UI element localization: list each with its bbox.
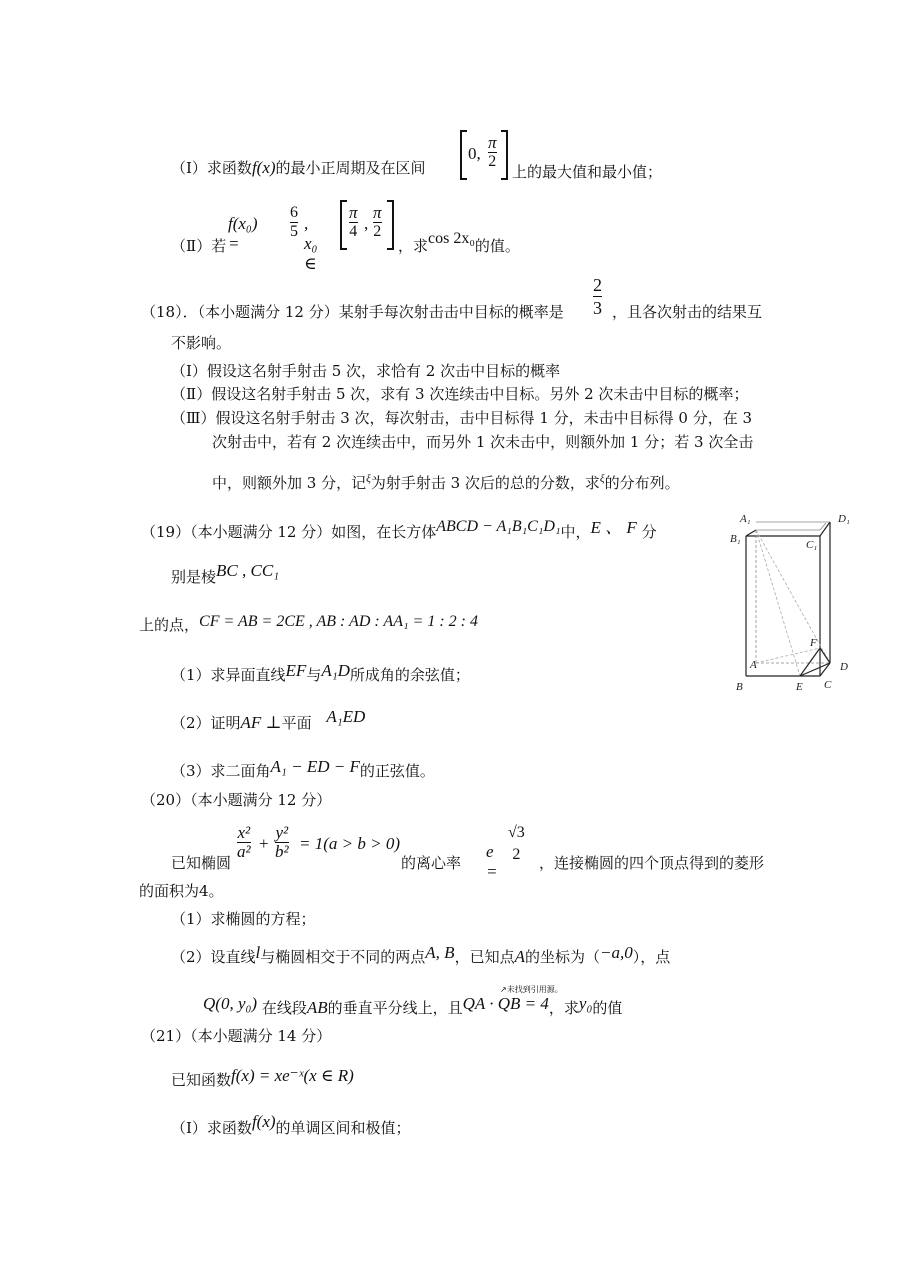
math: Q(0, y₀) [203, 994, 258, 1013]
q20-l2 [139, 881, 224, 901]
math-edges: BC , CC₁ [216, 561, 280, 580]
q20-p1 [171, 909, 316, 929]
math-fx: f(x) [251, 158, 276, 177]
text: 不影响。 [171, 334, 232, 352]
q19-p2 [171, 707, 366, 733]
math: l [255, 943, 261, 962]
num: x² [237, 823, 251, 842]
label-A1: A₁ [740, 513, 751, 525]
text: （Ⅰ）假设这名射手射击 5 次，求恰有 2 次击中目标的概率 [171, 362, 561, 380]
q19-line2 [171, 561, 280, 587]
den: 3 [593, 298, 602, 318]
text: ），点 [632, 948, 671, 966]
q17-part1 [171, 158, 426, 178]
q19-head [141, 518, 657, 543]
text: 上的最大值和最小值； [512, 163, 663, 181]
text: ，且各次射击的结果互 [612, 303, 763, 321]
text: 所成角的余弦值； [349, 666, 470, 684]
text: 分 [641, 523, 657, 541]
label-F: F [810, 637, 817, 649]
text: 与椭圆相交于不同的两点 [260, 948, 426, 966]
text: （Ⅱ）若 [171, 237, 227, 255]
text: ，已知点 [454, 948, 515, 966]
label-E: E [796, 681, 803, 693]
interval-bracket-2: π 4 , π 2 [340, 200, 394, 250]
text: 的分布列。 [604, 474, 680, 492]
text: （2）设直线 [171, 948, 256, 966]
q21-head [141, 1026, 331, 1046]
text: 中， [560, 523, 591, 541]
text: 中，则额外加 3 分，记 [212, 474, 367, 492]
label-B1: B₁ [730, 533, 741, 545]
text: （Ⅰ）求函数 [171, 1119, 252, 1137]
frac-x2-a2 [237, 824, 251, 861]
q18-p3b [212, 432, 753, 452]
label-D1: D₁ [838, 513, 850, 525]
q20-p2-line2 [203, 994, 623, 1018]
math: AF ⊥ [240, 713, 282, 732]
interval-bracket [460, 130, 508, 180]
label-A: A [750, 659, 757, 671]
text: ，求 [398, 237, 429, 255]
math: A₁ED [326, 707, 366, 726]
error-note [500, 985, 563, 995]
frac-pi-4 [349, 204, 358, 241]
frac-2-3 [593, 274, 602, 319]
text: 的垂直平分线上，且 [327, 999, 463, 1017]
text: 的最小正周期及在区间 [275, 159, 426, 177]
den: b² [275, 842, 289, 861]
frac-sqrt3-2 [508, 822, 525, 866]
den: 5 [290, 223, 298, 240]
den: 2 [373, 223, 382, 240]
q19-line3 [139, 615, 478, 636]
text: （19）（本小题满分 12 分）如图，在长方体 [141, 523, 437, 541]
q21-l1 [171, 1066, 354, 1090]
den: 2 [488, 153, 497, 170]
text: （Ⅱ）假设这名射手射击 5 次，求有 3 次连续击中目标。另外 2 次未击中目标的概率； [171, 385, 749, 403]
q17-part1-tail [512, 162, 662, 182]
math: A [514, 947, 525, 966]
math-ratios: CF = AB = 2CE , AB : AD : AA₁ = 1 : 2 : 4 [199, 613, 478, 630]
math-xi: ξ [599, 473, 605, 485]
q18-p3a [171, 408, 752, 428]
mid: , x₀ ∈ [304, 214, 318, 273]
math: QA · QB = 4 [462, 994, 549, 1013]
math-cos: cos 2x₀ [428, 230, 475, 247]
q18-head-tail [612, 302, 762, 322]
q18-line2 [171, 333, 231, 353]
interval-left: 0, [468, 144, 481, 163]
text: 的单调区间和极值； [275, 1119, 411, 1137]
text: （1）求异面直线 [171, 666, 286, 684]
num: 2 [593, 275, 602, 295]
math-ef: E 、 F [590, 518, 637, 537]
text: 与 [306, 666, 322, 684]
num: √3 [508, 824, 525, 841]
num: π [349, 203, 358, 222]
cuboid-edges [746, 522, 830, 676]
text: 平面 [281, 714, 312, 732]
text: ↗未找到引用源。 [500, 985, 563, 994]
q20-p2-line1 [171, 943, 671, 967]
lhs: f(x₀) = [228, 214, 258, 253]
math: A, B [425, 943, 455, 962]
q18-head [141, 302, 564, 322]
den: a² [237, 842, 251, 861]
text: （3）求二面角 [171, 762, 271, 780]
math: AB [306, 998, 328, 1017]
math-box: ABCD − A₁B₁C₁D₁ [436, 518, 561, 535]
text: 在线段 [261, 999, 307, 1017]
eq-tail: = 1(a > b > 0) [299, 834, 400, 853]
q20-head [141, 790, 331, 810]
label-D: D [840, 661, 848, 673]
math: y₀ [578, 994, 593, 1013]
num: 6 [290, 204, 298, 221]
q20-l1-a [171, 853, 231, 873]
text: 的值。 [474, 237, 520, 255]
text: 已知函数 [171, 1071, 232, 1089]
q19-p3 [171, 757, 435, 781]
text: （2）证明 [171, 714, 241, 732]
num: π [488, 133, 497, 152]
text: （20）（本小题满分 12 分） [141, 791, 332, 809]
math-xi: ξ [366, 473, 371, 485]
cuboid-figure [730, 508, 860, 698]
text: （Ⅲ）假设这名射手射击 3 次，每次射击，击中目标得 1 分，未击中目标得 0 分，在 3 [171, 409, 753, 427]
text: （21）（本小题满分 14 分） [141, 1027, 332, 1045]
q17-part2 [171, 236, 226, 256]
text: 的坐标为（ [524, 948, 600, 966]
text: 的离心率 [401, 854, 462, 872]
math: −a,0 [600, 943, 633, 962]
math: A₁D [321, 661, 350, 680]
q20-l1-c [539, 853, 764, 873]
q21-p1 [171, 1112, 411, 1138]
text: （1）求椭圆的方程； [171, 910, 316, 928]
interval-frac [488, 134, 497, 171]
text: 为射手射击 3 次后的总的分数，求 [370, 474, 600, 492]
math: EF [285, 661, 307, 680]
den: 2 [512, 846, 521, 863]
q18-p2 [171, 384, 748, 404]
text: 别是棱 [171, 568, 217, 586]
text: 上的点， [139, 616, 200, 634]
frac-pi-2 [373, 204, 382, 241]
q17-part2-ask [398, 230, 520, 257]
text: 的正弦值。 [359, 762, 435, 780]
frac-y2-b2 [275, 824, 289, 861]
math: f(x) = xe⁻ˣ(x ∈ R) [231, 1066, 354, 1085]
num: y² [275, 823, 289, 842]
label-C1: C₁ [806, 539, 818, 551]
q20-l1-b [401, 853, 461, 873]
label-C: C [824, 679, 832, 691]
text: 已知椭圆 [171, 854, 232, 872]
q18-p3c [212, 473, 680, 495]
e: e = [486, 842, 498, 881]
text: ，求 [548, 999, 579, 1017]
label-B: B [736, 681, 743, 693]
num: π [373, 203, 382, 222]
q19-p1 [171, 661, 470, 685]
text: 的值 [592, 999, 623, 1017]
text: （Ⅰ）求函数 [171, 159, 252, 177]
den: 4 [349, 223, 358, 240]
figure-labels [730, 513, 850, 693]
q18-p1 [171, 361, 560, 381]
text: 的面积为4。 [139, 882, 224, 900]
text: （18）．（本小题满分 12 分）某射手每次射击击中目标的概率是 [141, 303, 564, 321]
text: 次射击中，若有 2 次连续击中，而另外 1 次未击中，则额外加 1 分；若 3 次全击 [212, 433, 754, 451]
math: f(x) [251, 1112, 276, 1131]
text: ，连接椭圆的四个顶点得到的菱形 [539, 854, 765, 872]
math: A₁ − ED − F [270, 757, 360, 776]
frac-6-5 [290, 204, 298, 241]
